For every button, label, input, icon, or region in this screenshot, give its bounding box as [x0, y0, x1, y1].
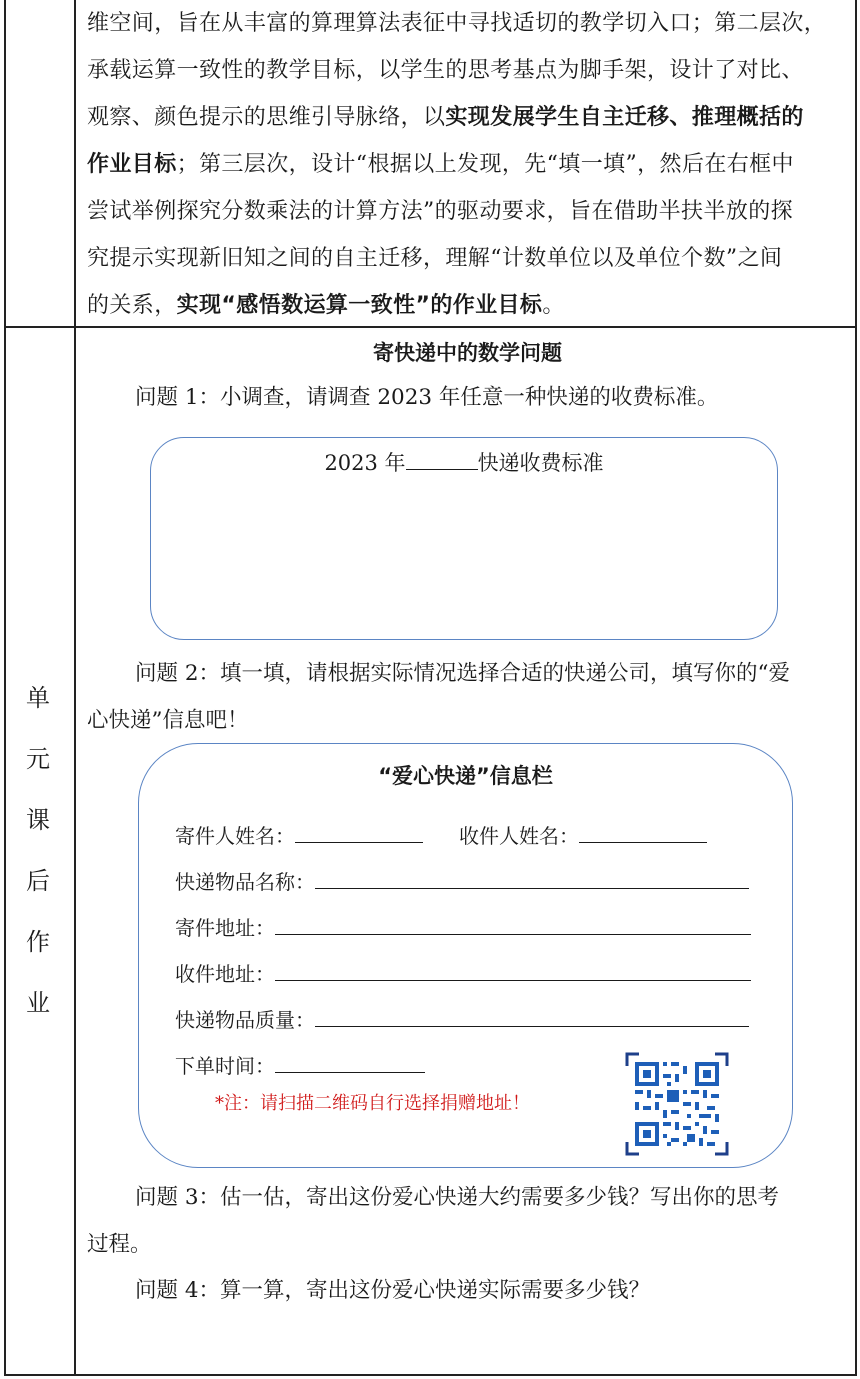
- bold-phrase: 实现“感悟数运算一致性”的作业目标: [176, 293, 543, 318]
- sender-name-row: 寄件人姓名： 收件人姓名：: [175, 820, 707, 849]
- sender-address-field[interactable]: [275, 934, 751, 935]
- question-3: 问题 3：估一估，寄出这份爱心快递大约需要多少钱？写出你的思考 过程。: [87, 1185, 780, 1257]
- side-label-char: 作: [26, 928, 50, 956]
- sender-name-field[interactable]: [295, 842, 423, 843]
- paragraph-line: 究提示实现新旧知之间的自主迁移，理解“计数单位以及单位个数”之间: [87, 246, 783, 271]
- paragraph-line: 的关系，实现“感悟数运算一致性”的作业目标。: [87, 293, 565, 318]
- sender-address-row: 寄件地址：: [175, 912, 751, 941]
- bold-phrase: 作业目标: [87, 152, 177, 177]
- paragraph-line: 承载运算一致性的教学目标，以学生的思考基点为脚手架，设计了对比、: [87, 58, 804, 83]
- section-title: 寄快递中的数学问题: [373, 341, 562, 365]
- side-label-char: 元: [26, 745, 50, 773]
- side-label-char: 单: [26, 684, 50, 712]
- paragraph-line: 尝试举例探究分数乘法的计算方法”的驱动要求，旨在借助半扶半放的探: [87, 199, 794, 224]
- qr-code-icon[interactable]: [625, 1052, 729, 1156]
- side-label-char: 课: [26, 806, 50, 834]
- side-label-char: 后: [26, 867, 50, 895]
- design-rationale-paragraph: [87, 0, 849, 329]
- company-blank[interactable]: [406, 469, 478, 470]
- item-name-field[interactable]: [315, 888, 749, 889]
- bold-phrase: 实现发展学生自主迁移、推理概括的: [445, 105, 804, 130]
- paragraph-line: 观察、颜色提示的思维引导脉络，以实现发展学生自主迁移、推理概括的: [87, 105, 804, 130]
- love-express-info-form: [138, 743, 793, 1168]
- order-time-field[interactable]: [275, 1072, 425, 1073]
- receiver-address-field[interactable]: [275, 980, 751, 981]
- question-2: 问题 2：填一填，请根据实际情况选择合适的快递公司，填写你的“爱 心快递”信息吧！: [87, 661, 791, 733]
- paragraph-line: 作业目标；第三层次，设计“根据以上发现，先“填一填”，然后在右框中: [87, 152, 794, 177]
- fee-standard-header: 2023 年 快递收费标准: [324, 451, 604, 475]
- item-name-row: 快递物品名称：: [175, 866, 749, 895]
- paragraph-line: 维空间，旨在从丰富的算理算法表征中寻找适切的教学切入口；第二层次，: [87, 11, 827, 36]
- item-weight-field[interactable]: [315, 1026, 749, 1027]
- table-right-border: [855, 0, 857, 1376]
- row-label-homework: [16, 678, 60, 1044]
- table-left-border: [4, 0, 6, 1376]
- question-1: 问题 1：小调查，请调查 2023 年任意一种快递的收费标准。: [135, 385, 719, 410]
- question-4: 问题 4：算一算，寄出这份爱心快递实际需要多少钱？: [135, 1278, 651, 1303]
- donation-note: *注：请扫描二维码自行选择捐赠地址！: [215, 1093, 530, 1114]
- side-label-char: 业: [26, 989, 50, 1017]
- fee-standard-box: [150, 437, 778, 640]
- item-weight-row: 快递物品质量：: [175, 1004, 749, 1033]
- form-title: “爱心快递”信息栏: [378, 764, 553, 788]
- order-time-row: 下单时间：: [175, 1050, 425, 1079]
- receiver-address-row: 收件地址：: [175, 958, 751, 987]
- receiver-name-field[interactable]: [579, 842, 707, 843]
- table-bottom-border: [4, 1374, 856, 1376]
- table-column-divider: [74, 0, 76, 1376]
